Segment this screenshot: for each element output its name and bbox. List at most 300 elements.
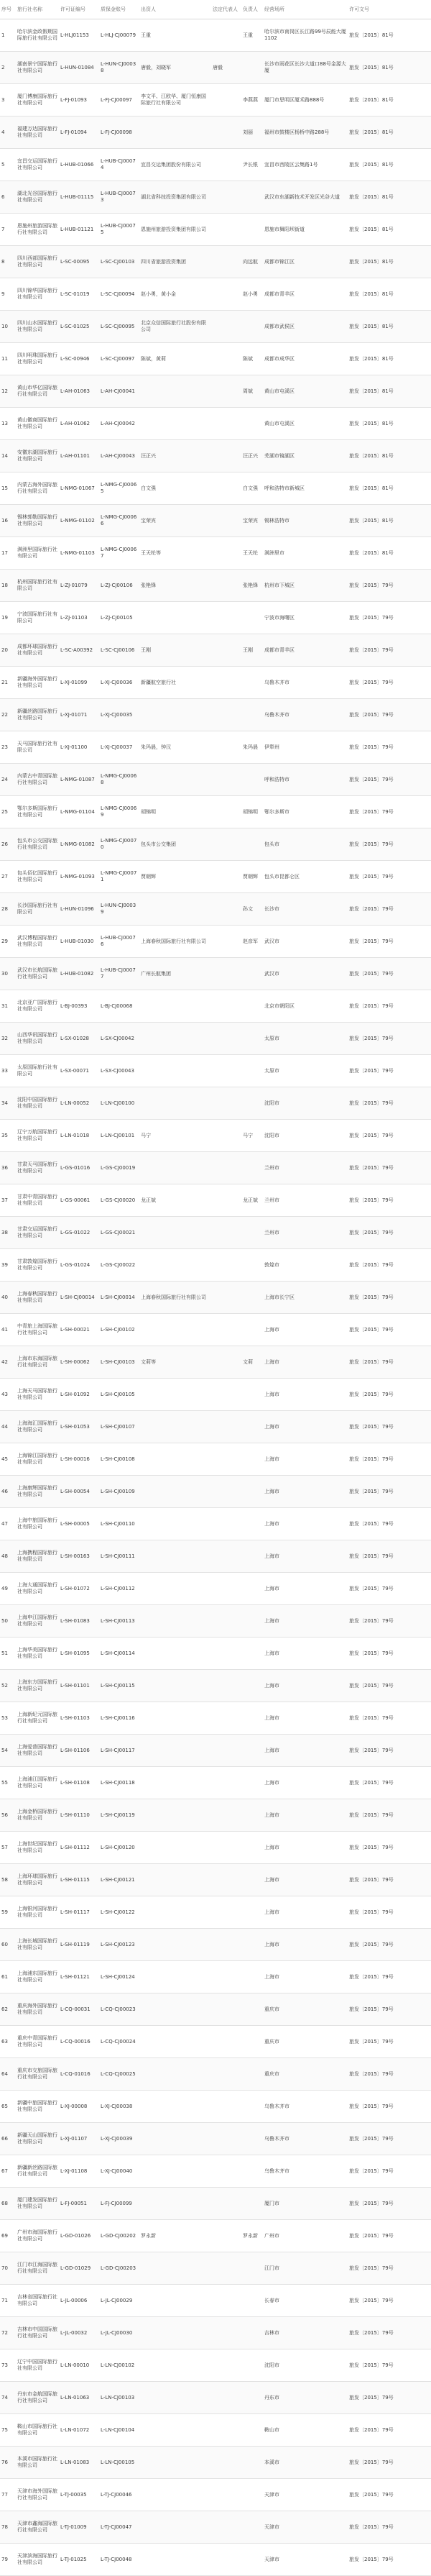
cell-license-no: L-TJ-01009 xyxy=(59,2511,99,2544)
cell-index: 74 xyxy=(0,2382,16,2414)
cell-business-address: 上海市 xyxy=(263,1379,348,1411)
cell-business-address: 上海市 xyxy=(263,1508,348,1540)
table-row xyxy=(0,311,431,343)
cell-license-no: L-NMG-01102 xyxy=(59,505,99,537)
cell-person-in-charge: 李燕燕 xyxy=(241,84,263,117)
cell-investor xyxy=(139,1638,211,1670)
cell-agency-name: 上海金桥国际旅行社有限公司 xyxy=(16,1799,59,1832)
cell-person-in-charge xyxy=(241,958,263,990)
cell-approval-doc: 旅发〔2015〕79号 xyxy=(348,1411,431,1443)
cell-business-address: 锡林浩特市 xyxy=(263,505,348,537)
cell-license-no: L-AH-01063 xyxy=(59,375,99,408)
table-row xyxy=(0,343,431,375)
cell-approval-doc: 旅发〔2015〕81号 xyxy=(348,375,431,408)
cell-agency-name: 天马国际旅行社有限公司 xyxy=(16,731,59,764)
cell-license-no: L-XJ-01107 xyxy=(59,2123,99,2155)
cell-index: 59 xyxy=(0,1896,16,1929)
table-row xyxy=(0,52,431,84)
cell-legal-rep xyxy=(211,1864,241,1896)
cell-agency-name: 太原国际旅行社有限公司 xyxy=(16,1055,59,1087)
cell-investor: 湖北省科技投资集团有限公司 xyxy=(139,181,211,214)
cell-business-address: 福州市鼓楼区杨桥中路288号 xyxy=(263,117,348,149)
cell-person-in-charge: 贾朝辉 xyxy=(241,861,263,893)
cell-license-no: L-GD-01029 xyxy=(59,2252,99,2285)
cell-license-no: L-XJ-01108 xyxy=(59,2155,99,2188)
table-row xyxy=(0,893,431,926)
cell-index: 71 xyxy=(0,2285,16,2317)
table-row xyxy=(0,1443,431,1476)
cell-index: 70 xyxy=(0,2252,16,2285)
cell-deposit-account: L-ZJ-CJ00106 xyxy=(99,570,139,602)
cell-investor xyxy=(139,1540,211,1573)
cell-license-no: L-SH-00163 xyxy=(59,1540,99,1573)
cell-legal-rep xyxy=(211,343,241,375)
cell-legal-rep xyxy=(211,2317,241,2349)
cell-approval-doc: 旅发〔2015〕79号 xyxy=(348,2382,431,2414)
cell-approval-doc: 旅发〔2015〕79号 xyxy=(348,2544,431,2576)
cell-legal-rep xyxy=(211,1896,241,1929)
cell-index: 24 xyxy=(0,764,16,796)
cell-index: 40 xyxy=(0,1282,16,1314)
cell-approval-doc: 旅发〔2015〕81号 xyxy=(348,19,431,52)
cell-deposit-account: L-GS-CJ00019 xyxy=(99,1152,139,1184)
cell-agency-name: 广州市海国际旅行社有限公司 xyxy=(16,2220,59,2252)
table-row xyxy=(0,1702,431,1735)
cell-deposit-account: L-SH-CJ00117 xyxy=(99,1735,139,1767)
cell-person-in-charge xyxy=(241,1605,263,1638)
header-deposit-account: 质保金账号 xyxy=(99,0,139,19)
table-row xyxy=(0,2285,431,2317)
cell-deposit-account: L-AH-CJ00043 xyxy=(99,440,139,472)
cell-index: 4 xyxy=(0,117,16,149)
cell-investor xyxy=(139,1799,211,1832)
cell-approval-doc: 旅发〔2015〕79号 xyxy=(348,828,431,861)
cell-approval-doc: 旅发〔2015〕79号 xyxy=(348,1249,431,1282)
table-row xyxy=(0,667,431,699)
cell-legal-rep xyxy=(211,1993,241,2026)
cell-agency-name: 武汉市长航国际旅行社有限公司 xyxy=(16,958,59,990)
cell-agency-name: 上海市东海国际旅行社有限公司 xyxy=(16,1346,59,1379)
table-row xyxy=(0,2447,431,2479)
cell-legal-rep xyxy=(211,2155,241,2188)
cell-business-address: 沈阳市 xyxy=(263,1087,348,1120)
cell-approval-doc: 旅发〔2015〕79号 xyxy=(348,1282,431,1314)
cell-person-in-charge xyxy=(241,52,263,84)
cell-legal-rep xyxy=(211,1670,241,1702)
cell-person-in-charge: 陈斌 xyxy=(241,343,263,375)
cell-business-address: 上海市 xyxy=(263,1670,348,1702)
cell-deposit-account: L-SH-CJ00107 xyxy=(99,1411,139,1443)
cell-approval-doc: 旅发〔2015〕79号 xyxy=(348,893,431,926)
cell-deposit-account: L-HUB-CJ00075 xyxy=(99,214,139,246)
cell-approval-doc: 旅发〔2015〕79号 xyxy=(348,1929,431,1961)
cell-license-no: L-JL-00032 xyxy=(59,2317,99,2349)
cell-index: 10 xyxy=(0,311,16,343)
cell-license-no: L-NMG-01093 xyxy=(59,861,99,893)
table-row xyxy=(0,1346,431,1379)
cell-deposit-account: L-CQ-CJ00023 xyxy=(99,1993,139,2026)
cell-investor xyxy=(139,1217,211,1249)
cell-person-in-charge xyxy=(241,1411,263,1443)
cell-agency-name: 厦门博康国际旅行社有限公司 xyxy=(16,84,59,117)
cell-business-address: 哈尔滨市南岗区长江路99号辰能大厦1102 xyxy=(263,19,348,52)
table-row xyxy=(0,1120,431,1152)
cell-license-no: L-SH-01072 xyxy=(59,1573,99,1605)
cell-investor xyxy=(139,2285,211,2317)
cell-agency-name: 杭州国际旅行社有限公司 xyxy=(16,570,59,602)
cell-person-in-charge xyxy=(241,1929,263,1961)
cell-legal-rep xyxy=(211,958,241,990)
cell-index: 13 xyxy=(0,408,16,440)
cell-deposit-account: L-GS-CJ00022 xyxy=(99,1249,139,1282)
table-row xyxy=(0,731,431,764)
cell-agency-name: 宜昌交运国际旅行社有限公司 xyxy=(16,149,59,181)
cell-business-address: 广州市 xyxy=(263,2220,348,2252)
cell-index: 53 xyxy=(0,1702,16,1735)
cell-investor: 上海春秋国际旅行社有限公司 xyxy=(139,926,211,958)
table-row xyxy=(0,634,431,667)
cell-deposit-account: L-GS-CJ00021 xyxy=(99,1217,139,1249)
cell-agency-name: 上海携程国际旅行社有限公司 xyxy=(16,1540,59,1573)
cell-license-no: L-SC-01019 xyxy=(59,278,99,311)
cell-business-address: 天津市 xyxy=(263,2544,348,2576)
cell-license-no: L-NMG-01104 xyxy=(59,796,99,828)
cell-deposit-account: L-LN-CJ00101 xyxy=(99,1120,139,1152)
cell-deposit-account: L-NMG-CJ00071 xyxy=(99,861,139,893)
cell-person-in-charge xyxy=(241,2511,263,2544)
cell-license-no: L-HLJ01153 xyxy=(59,19,99,52)
cell-index: 7 xyxy=(0,214,16,246)
cell-license-no: L-HUB-01082 xyxy=(59,958,99,990)
cell-person-in-charge: 刘丽 xyxy=(241,117,263,149)
cell-person-in-charge: 文莉 xyxy=(241,1346,263,1379)
cell-agency-name: 四川明珠国际旅行社有限公司 xyxy=(16,343,59,375)
cell-index: 11 xyxy=(0,343,16,375)
cell-investor xyxy=(139,990,211,1023)
cell-investor xyxy=(139,1993,211,2026)
table-row xyxy=(0,375,431,408)
table-row xyxy=(0,570,431,602)
cell-agency-name: 重庆海外国际旅行社有限公司 xyxy=(16,1993,59,2026)
table-row xyxy=(0,1767,431,1799)
cell-investor: 王刚 xyxy=(139,634,211,667)
cell-business-address: 长春市 xyxy=(263,2285,348,2317)
cell-approval-doc: 旅发〔2015〕79号 xyxy=(348,2479,431,2511)
cell-business-address: 武汉市东湖新技术开发区光谷大道 xyxy=(263,181,348,214)
cell-index: 6 xyxy=(0,181,16,214)
cell-index: 28 xyxy=(0,893,16,926)
table-row xyxy=(0,1476,431,1508)
cell-person-in-charge xyxy=(241,2252,263,2285)
cell-deposit-account: L-JL-CJ00030 xyxy=(99,2317,139,2349)
cell-approval-doc: 旅发〔2015〕79号 xyxy=(348,1864,431,1896)
cell-license-no: L-SH-01095 xyxy=(59,1638,99,1670)
cell-agency-name: 丹东市金航国际旅行社有限公司 xyxy=(16,2382,59,2414)
cell-agency-name: 上海大通国际旅行社有限公司 xyxy=(16,1573,59,1605)
cell-deposit-account: L-SH-CJ00120 xyxy=(99,1832,139,1864)
cell-legal-rep xyxy=(211,1152,241,1184)
cell-investor: 唐毅，刘晓军 xyxy=(139,52,211,84)
cell-person-in-charge xyxy=(241,2091,263,2123)
cell-index: 46 xyxy=(0,1476,16,1508)
cell-deposit-account: L-SH-CJ00119 xyxy=(99,1799,139,1832)
cell-deposit-account: L-SH-CJ00114 xyxy=(99,1638,139,1670)
table-row xyxy=(0,2479,431,2511)
cell-deposit-account: L-GD-CJ00202 xyxy=(99,2220,139,2252)
cell-agency-name: 宁波国际旅行社有限公司 xyxy=(16,602,59,634)
cell-business-address: 满洲里市 xyxy=(263,537,348,570)
cell-investor: 广州长航集团 xyxy=(139,958,211,990)
cell-deposit-account: L-AH-CJ00041 xyxy=(99,375,139,408)
table-row xyxy=(0,990,431,1023)
cell-person-in-charge xyxy=(241,1896,263,1929)
cell-deposit-account: L-NMG-CJ00068 xyxy=(99,764,139,796)
cell-person-in-charge xyxy=(241,181,263,214)
cell-approval-doc: 旅发〔2015〕79号 xyxy=(348,2252,431,2285)
cell-license-no: L-SC-00946 xyxy=(59,343,99,375)
cell-agency-name: 甘肃交运国际旅行社有限公司 xyxy=(16,1217,59,1249)
cell-approval-doc: 旅发〔2015〕79号 xyxy=(348,1540,431,1573)
cell-approval-doc: 旅发〔2015〕79号 xyxy=(348,1443,431,1476)
header-business-address: 经营场所 xyxy=(263,0,348,19)
cell-license-no: L-FJ-01094 xyxy=(59,117,99,149)
cell-legal-rep xyxy=(211,2382,241,2414)
cell-deposit-account: L-XJ-CJ00040 xyxy=(99,2155,139,2188)
cell-agency-name: 上海春秋国际旅行社有限公司 xyxy=(16,1282,59,1314)
cell-legal-rep xyxy=(211,214,241,246)
cell-legal-rep xyxy=(211,2188,241,2220)
cell-legal-rep xyxy=(211,1314,241,1346)
cell-legal-rep xyxy=(211,472,241,505)
table-row xyxy=(0,117,431,149)
cell-person-in-charge: 汪正兴 xyxy=(241,440,263,472)
cell-business-address: 宜昌市西陵区云集路1号 xyxy=(263,149,348,181)
cell-deposit-account: L-SC-CJ00097 xyxy=(99,343,139,375)
cell-agency-name: 哈尔滨金政假期国际旅行社有限公司 xyxy=(16,19,59,52)
cell-deposit-account: L-SH-CJ00123 xyxy=(99,1929,139,1961)
cell-business-address: 厦门市思明区厦禾路888号 xyxy=(263,84,348,117)
cell-legal-rep xyxy=(211,375,241,408)
cell-license-no: L-AH-01101 xyxy=(59,440,99,472)
cell-license-no: L-SH-01053 xyxy=(59,1411,99,1443)
cell-index: 65 xyxy=(0,2091,16,2123)
cell-legal-rep xyxy=(211,1832,241,1864)
cell-business-address: 天津市 xyxy=(263,2511,348,2544)
cell-legal-rep xyxy=(211,1929,241,1961)
table-row xyxy=(0,2220,431,2252)
cell-index: 75 xyxy=(0,2414,16,2447)
cell-business-address: 上海市 xyxy=(263,1638,348,1670)
cell-deposit-account: L-SH-CJ00014 xyxy=(99,1282,139,1314)
cell-investor: 四川省旅游投资集团 xyxy=(139,246,211,278)
cell-business-address: 上海市 xyxy=(263,1346,348,1379)
cell-agency-name: 新疆中旅国际旅行社有限公司 xyxy=(16,2091,59,2123)
cell-investor: 李文平、江欧华、厦门恒康国际旅行社有限公司 xyxy=(139,84,211,117)
header-approval-doc: 许可文号 xyxy=(348,0,431,19)
table-row xyxy=(0,19,431,52)
cell-legal-rep xyxy=(211,1055,241,1087)
table-body xyxy=(0,19,431,2576)
cell-agency-name: 包头佰亿国际旅行社有限公司 xyxy=(16,861,59,893)
cell-investor: 胡锦明 xyxy=(139,796,211,828)
table-row xyxy=(0,278,431,311)
cell-person-in-charge xyxy=(241,1767,263,1799)
cell-index: 61 xyxy=(0,1961,16,1993)
cell-legal-rep xyxy=(211,1282,241,1314)
cell-index: 18 xyxy=(0,570,16,602)
cell-index: 49 xyxy=(0,1573,16,1605)
cell-deposit-account: L-HUN-CJ00038 xyxy=(99,52,139,84)
cell-agency-name: 中青旅上海国际旅行社有限公司 xyxy=(16,1314,59,1346)
table-row xyxy=(0,2058,431,2091)
cell-investor xyxy=(139,1702,211,1735)
cell-license-no: L-SH-00054 xyxy=(59,1476,99,1508)
cell-investor xyxy=(139,2317,211,2349)
table-row xyxy=(0,2123,431,2155)
header-index: 序号 xyxy=(0,0,16,19)
table-row xyxy=(0,1217,431,1249)
cell-business-address: 长沙市雨花区长沙大道口88号金源大厦 xyxy=(263,52,348,84)
cell-approval-doc: 旅发〔2015〕79号 xyxy=(348,634,431,667)
cell-index: 31 xyxy=(0,990,16,1023)
cell-approval-doc: 旅发〔2015〕81号 xyxy=(348,52,431,84)
cell-agency-name: 上海海汇国际旅行社有限公司 xyxy=(16,1411,59,1443)
cell-business-address: 上海市 xyxy=(263,1314,348,1346)
cell-agency-name: 沈阳中国国际旅行社有限公司 xyxy=(16,1087,59,1120)
cell-agency-name: 锡林郭勒国际旅行社有限公司 xyxy=(16,505,59,537)
cell-investor: 宝荣宾 xyxy=(139,505,211,537)
cell-approval-doc: 旅发〔2015〕79号 xyxy=(348,1799,431,1832)
cell-investor: 罗永新 xyxy=(139,2220,211,2252)
cell-deposit-account: L-SH-CJ00118 xyxy=(99,1767,139,1799)
cell-deposit-account: L-GD-CJ00203 xyxy=(99,2252,139,2285)
cell-legal-rep xyxy=(211,1184,241,1217)
cell-investor xyxy=(139,1476,211,1508)
cell-investor xyxy=(139,1379,211,1411)
cell-deposit-account: L-BJ-CJ00068 xyxy=(99,990,139,1023)
cell-business-address: 兰州市 xyxy=(263,1217,348,1249)
cell-approval-doc: 旅发〔2015〕79号 xyxy=(348,1993,431,2026)
cell-investor xyxy=(139,1864,211,1896)
cell-person-in-charge xyxy=(241,1282,263,1314)
cell-index: 78 xyxy=(0,2511,16,2544)
table-row xyxy=(0,1411,431,1443)
cell-person-in-charge xyxy=(241,2317,263,2349)
cell-license-no: L-SH-01117 xyxy=(59,1896,99,1929)
cell-business-address: 武汉市 xyxy=(263,926,348,958)
cell-investor xyxy=(139,1087,211,1120)
cell-deposit-account: L-XJ-CJ00037 xyxy=(99,731,139,764)
cell-legal-rep xyxy=(211,1702,241,1735)
cell-deposit-account: L-TJ-CJ00046 xyxy=(99,2479,139,2511)
cell-approval-doc: 旅发〔2015〕79号 xyxy=(348,1896,431,1929)
header-legal-rep: 法定代表人 xyxy=(211,0,241,19)
cell-index: 57 xyxy=(0,1832,16,1864)
cell-agency-name: 天津市海外国际旅行社有限公司 xyxy=(16,2479,59,2511)
cell-business-address: 包头市 xyxy=(263,828,348,861)
cell-person-in-charge: 朱玛晨 xyxy=(241,731,263,764)
cell-license-no: L-LN-01018 xyxy=(59,1120,99,1152)
cell-agency-name: 内蒙古海外国际旅行社有限公司 xyxy=(16,472,59,505)
cell-deposit-account: L-TJ-CJ00048 xyxy=(99,2544,139,2576)
cell-deposit-account: L-XJ-CJ00039 xyxy=(99,2123,139,2155)
cell-business-address: 兰州市 xyxy=(263,1152,348,1184)
cell-business-address: 北京市朝阳区 xyxy=(263,990,348,1023)
cell-agency-name: 上海新纪元国际旅行社有限公司 xyxy=(16,1702,59,1735)
cell-index: 45 xyxy=(0,1443,16,1476)
cell-agency-name: 辽宁万航国际旅行社有限公司 xyxy=(16,1120,59,1152)
cell-license-no: L-SC-A00392 xyxy=(59,634,99,667)
cell-approval-doc: 旅发〔2015〕81号 xyxy=(348,505,431,537)
cell-license-no: L-LN-00010 xyxy=(59,2349,99,2382)
table-row xyxy=(0,149,431,181)
cell-approval-doc: 旅发〔2015〕79号 xyxy=(348,2091,431,2123)
cell-person-in-charge: 胡锦明 xyxy=(241,796,263,828)
cell-business-address: 上海市 xyxy=(263,1832,348,1864)
cell-investor: 朱玛晨，钟汉 xyxy=(139,731,211,764)
cell-person-in-charge: 白文强 xyxy=(241,472,263,505)
cell-person-in-charge: 赵小勇 xyxy=(241,278,263,311)
cell-person-in-charge xyxy=(241,1799,263,1832)
table-row xyxy=(0,2026,431,2058)
cell-index: 21 xyxy=(0,667,16,699)
cell-index: 47 xyxy=(0,1508,16,1540)
cell-legal-rep xyxy=(211,2058,241,2091)
cell-license-no: L-FJ-00051 xyxy=(59,2188,99,2220)
cell-person-in-charge: 宝荣宾 xyxy=(241,505,263,537)
table-row xyxy=(0,1638,431,1670)
table-row xyxy=(0,2544,431,2576)
cell-business-address: 乌鲁木齐市 xyxy=(263,2123,348,2155)
cell-investor xyxy=(139,893,211,926)
cell-agency-name: 恩施州旅游国际旅行社有限公司 xyxy=(16,214,59,246)
cell-license-no: L-SH-CJ00014 xyxy=(59,1282,99,1314)
cell-deposit-account: L-ZJ-CJ00105 xyxy=(99,602,139,634)
cell-license-no: L-HUB-01121 xyxy=(59,214,99,246)
cell-investor: 贾朝辉 xyxy=(139,861,211,893)
table-row xyxy=(0,1961,431,1993)
cell-license-no: L-NMG-01103 xyxy=(59,537,99,570)
cell-business-address: 乌鲁木齐市 xyxy=(263,2155,348,2188)
cell-person-in-charge xyxy=(241,1249,263,1282)
cell-approval-doc: 旅发〔2015〕81号 xyxy=(348,117,431,149)
cell-business-address: 太原市 xyxy=(263,1023,348,1055)
cell-agency-name: 吉林市中国国际旅行社有限公司 xyxy=(16,2317,59,2349)
table-row xyxy=(0,181,431,214)
cell-index: 17 xyxy=(0,537,16,570)
cell-person-in-charge xyxy=(241,2382,263,2414)
cell-license-no: L-SX-01028 xyxy=(59,1023,99,1055)
cell-license-no: L-HUB-01066 xyxy=(59,149,99,181)
cell-index: 20 xyxy=(0,634,16,667)
cell-legal-rep xyxy=(211,1605,241,1638)
cell-business-address: 鄂尔多斯市 xyxy=(263,796,348,828)
cell-index: 8 xyxy=(0,246,16,278)
cell-agency-name: 上海环球国际旅行社有限公司 xyxy=(16,1864,59,1896)
cell-license-no: L-NMG-01082 xyxy=(59,828,99,861)
cell-agency-name: 成都环球国际旅行社有限公司 xyxy=(16,634,59,667)
cell-business-address: 重庆市 xyxy=(263,2058,348,2091)
cell-agency-name: 黄山市华亿国际旅行社有限公司 xyxy=(16,375,59,408)
cell-agency-name: 鞍山市国际旅行社有限公司 xyxy=(16,2414,59,2447)
cell-investor xyxy=(139,2414,211,2447)
cell-index: 9 xyxy=(0,278,16,311)
cell-investor xyxy=(139,2349,211,2382)
cell-investor xyxy=(139,2544,211,2576)
cell-approval-doc: 旅发〔2015〕79号 xyxy=(348,1638,431,1670)
cell-deposit-account: L-HLJ-CJ00079 xyxy=(99,19,139,52)
cell-agency-name: 厦门建发国际旅行社有限公司 xyxy=(16,2188,59,2220)
